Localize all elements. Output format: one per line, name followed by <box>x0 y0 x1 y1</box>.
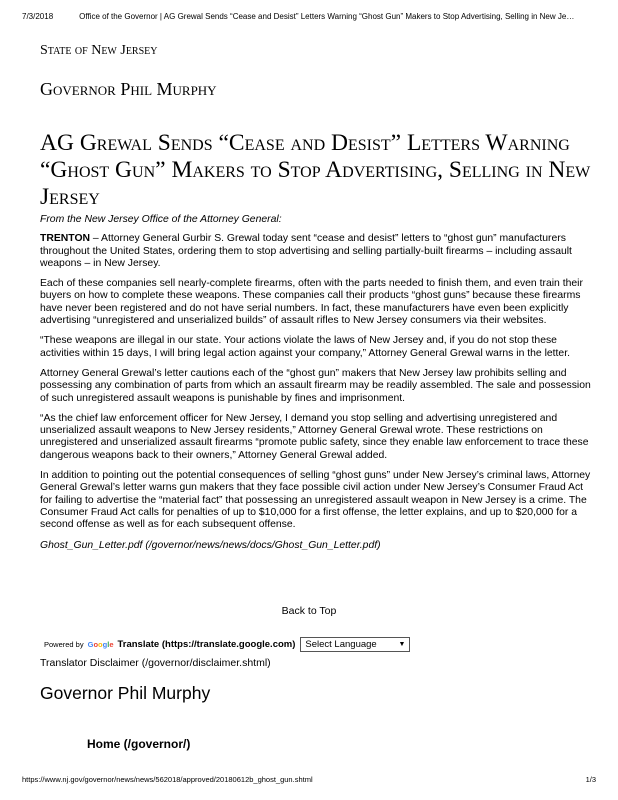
powered-by-label: Powered by <box>44 640 84 649</box>
back-to-top-link[interactable]: Back to Top <box>281 605 337 617</box>
attachment-link[interactable]: Ghost_Gun_Letter.pdf (/governor/news/news/docs/Ghost_Gun_Letter.pdf) <box>40 539 381 551</box>
google-translate-link[interactable]: Translate (https://translate.google.com) <box>117 639 296 650</box>
article-dateline: TRENTON <box>40 233 91 245</box>
language-select-value: Select Language <box>305 639 377 650</box>
chevron-down-icon: ▼ <box>398 641 406 648</box>
article-body <box>40 214 592 560</box>
language-select[interactable] <box>300 637 410 652</box>
print-page-title: Office of the Governor | AG Grewal Sends “Cease and Desist” Letters Warning “Ghost Gun” Makers to Stop Advertising, Selling in New Je… <box>79 12 575 21</box>
print-header <box>22 12 596 21</box>
article-paragraph-4: Attorney General Grewal’s letter cautions each of the “ghost gun” makers that New Jersey law prohibits selling and possessing any combination of parts from which an assault firearm may be readily assembled. The sale and possession of such unregistered assault weapons is punishable by fines and imprisonment. <box>40 367 591 404</box>
article-paragraph-6: In addition to pointing out the potential consequences of selling “ghost guns” under New Jersey’s criminal laws, Attorney General Grewal’s letter warns gun makers that they face possible civil action under New Jersey’s Consumer Fraud Act for failing to advertise the “material fact” that possessing an unregistered assault weapon in New Jersey is a crime. The Consumer Fraud Act calls for penalties of up to $10,000 for a first offense, the letter explains, and up to $20,000 for a second offense as well as for each subsequent offense. <box>40 470 591 531</box>
article-paragraph-1 <box>40 233 592 270</box>
google-translate-bar <box>44 637 410 652</box>
print-date: 7/3/2018 <box>22 12 54 21</box>
footer-home-link[interactable]: Home (/governor/) <box>87 737 191 751</box>
print-page-number: 1/3 <box>585 775 596 784</box>
article-intro: From the New Jersey Office of the Attorney General: <box>40 214 282 225</box>
article-paragraph-3: “These weapons are illegal in our state. Your actions violate the laws of New Jersey and, if you do not stop these activities within 15 days, I will bring legal action against your company,” Attorney General Grewal warns in the letter. <box>40 335 570 359</box>
site-state-label[interactable]: State of New Jersey <box>40 43 158 58</box>
translator-disclaimer-link[interactable]: Translator Disclaimer (/governor/disclaimer.shtml) <box>40 657 271 669</box>
footer-governor-title: Governor Phil Murphy <box>40 683 211 703</box>
article-paragraph-2: Each of these companies sell nearly-complete firearms, often with the parts needed to finish them, and even train their buyers on how to complete these weapons. These companies call their products “ghost guns” because these firearms have never been registered and do not have serial numbers. In fact, these manufacturers have even been explicitly advertising “unregistered and unserialized builds” of assault rifles to New Jersey consumers via their websites. <box>40 278 583 327</box>
print-footer <box>22 775 596 784</box>
site-governor-title[interactable]: Governor Phil Murphy <box>40 79 217 99</box>
article-paragraph-5: “As the chief law enforcement officer for New Jersey, I demand you stop selling and advertising unregistered and unserialized assault weapons to New Jersey residents,” Attorney General Grewal wrote. These restrictions on unregistered and unserialized assault firearms “promote public safety, since they enable law enforcement to trace these dangerous weapons back to their owners,” Attorney General Grewal added. <box>40 412 589 461</box>
article-paragraph-1-text: – Attorney General Gurbir S. Grewal today sent “cease and desist” letters to “ghost gun” manufacturers throughout the United States, ordering them to stop advertising and selling partially-built firearms – including assault weapons – in New Jersey. <box>40 233 572 269</box>
google-logo-icon: Google <box>87 640 114 649</box>
article-headline: AG Grewal Sends “Cease and Desist” Letters Warning “Ghost Gun” Makers to Stop Advertising, Selling in New Jersey <box>40 130 591 210</box>
print-url: https://www.nj.gov/governor/news/news/562018/approved/20180612b_ghost_gun.shtml <box>22 775 313 784</box>
